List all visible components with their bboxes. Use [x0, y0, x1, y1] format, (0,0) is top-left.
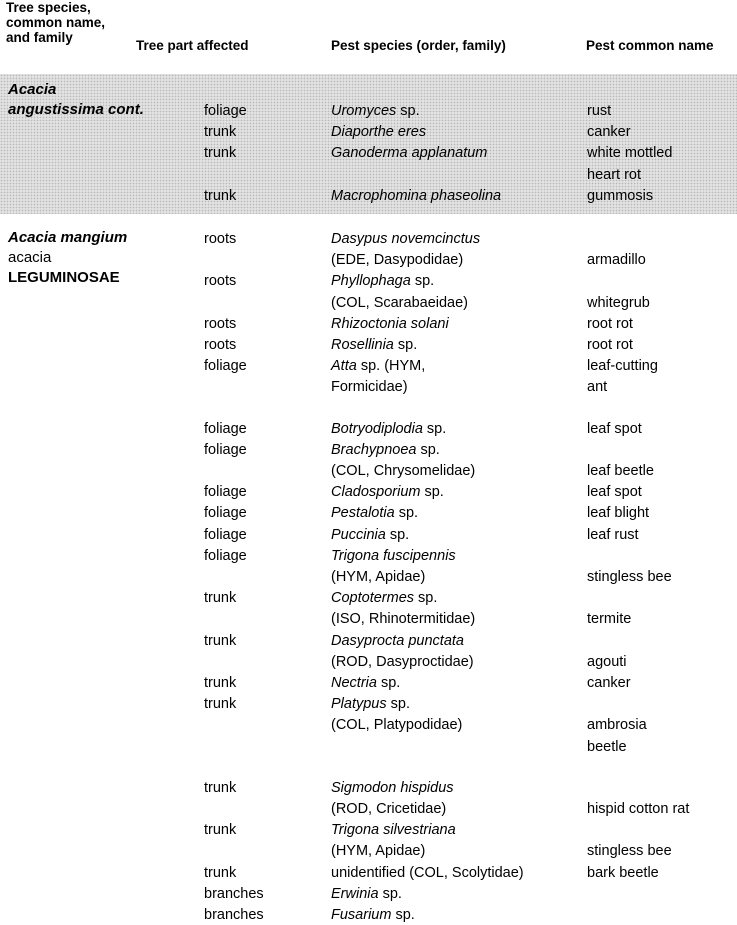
pest-species-detail: sp. — [410, 273, 435, 290]
pest-species-cell — [331, 778, 454, 798]
tree-part-cell: trunk — [204, 124, 237, 141]
pest-species-cell — [331, 546, 456, 566]
pest-species-detail: (COL, Scarabaeidae) — [331, 294, 469, 311]
pest-species-detail: sp. — [396, 103, 420, 119]
pest-species-cell — [331, 567, 425, 587]
pest-species-detail: (EDE, Dasypodidae) — [331, 252, 464, 269]
pest-species-name: Nectria — [331, 675, 377, 691]
pest-species-detail: sp. — [376, 675, 401, 691]
pest-common-name-cell: hispid cotton rat — [587, 801, 690, 817]
pest-species-detail: sp. — [414, 590, 438, 607]
pest-species-cell — [331, 525, 409, 545]
tree-species-name: Acacia mangium — [8, 229, 128, 246]
header-tree-line: and family — [6, 30, 73, 45]
pest-species-cell — [331, 841, 425, 861]
pest-common-name-cell: whitegrub — [587, 294, 650, 311]
pest-species-cell — [331, 673, 400, 693]
pest-species-name: Rhizoctonia solani — [331, 315, 449, 332]
pest-species-cell — [331, 863, 524, 883]
tree-part-cell: roots — [204, 315, 237, 332]
tree-part-cell: roots — [204, 337, 237, 353]
tree-part-cell: roots — [204, 273, 237, 290]
tree-common-name: acacia — [8, 249, 52, 266]
pest-species-cell — [331, 884, 402, 904]
pest-species-detail: sp. — [386, 696, 410, 713]
tree-species-name: angustissima cont. — [8, 101, 144, 118]
pest-species-name: Fusarium — [331, 907, 392, 923]
pest-species-name: Coptotermes — [331, 590, 415, 607]
pest-species-name: Dasyprocta punctata — [331, 632, 464, 649]
pest-species-cell — [331, 440, 440, 460]
header-common: Pest common name — [586, 38, 714, 53]
pest-species-cell — [331, 715, 462, 735]
tree-part-cell: foliage — [204, 484, 247, 501]
tree-species-shaded — [8, 80, 144, 120]
tree-family: LEGUMINOSAE — [8, 269, 120, 286]
pest-common-name-cell: ambrosia — [587, 717, 647, 734]
header-tree-line: Tree species, — [6, 0, 91, 15]
pest-species-detail: (ROD, Dasyproctidae) — [331, 653, 474, 670]
pest-common-name-cell: root rot — [587, 337, 633, 353]
pest-species-name: Ganoderma applanatum — [331, 145, 488, 162]
pest-species-cell — [331, 250, 463, 270]
pest-species-name: Macrophomina phaseolina — [331, 187, 502, 204]
pest-species-detail: sp. — [422, 420, 447, 437]
pest-species-name: Uromyces — [331, 103, 397, 119]
pest-species-cell — [331, 419, 446, 439]
header-pest: Pest species (order, family) — [331, 38, 506, 53]
pest-species-name: Sigmodon hispidus — [331, 779, 454, 796]
pest-species-detail: (HYM, Apidae) — [331, 843, 426, 860]
pest-species-cell — [331, 503, 418, 523]
pest-species-detail: sp. — [393, 337, 418, 353]
pest-species-detail: sp. — [385, 526, 410, 543]
tree-part-cell: trunk — [204, 145, 237, 162]
header-part: Tree part affected — [136, 38, 249, 53]
tree-part-cell: foliage — [204, 441, 247, 458]
pest-species-cell — [331, 122, 426, 142]
pest-common-name-cell: termite — [587, 611, 632, 628]
pest-common-name-cell: leaf blight — [587, 505, 650, 522]
pest-common-name-cell: ant — [587, 379, 608, 396]
pest-species-name: Brachypnoea — [331, 441, 417, 458]
pest-species-cell — [331, 652, 474, 672]
pest-species-cell — [331, 314, 449, 334]
pest-species-cell — [331, 820, 456, 840]
pest-species-name: Trigona fuscipennis — [331, 547, 456, 564]
pest-species-name: Cladosporium — [331, 484, 421, 501]
tree-part-cell: branches — [204, 907, 264, 923]
pest-common-name-cell: leaf spot — [587, 484, 642, 501]
pest-species-cell — [331, 588, 437, 608]
header-tree — [6, 0, 105, 45]
tree-part-cell: foliage — [204, 526, 247, 543]
pest-common-name-cell: white mottled — [587, 145, 673, 162]
pest-species-cell — [331, 482, 444, 502]
pest-species-cell — [331, 293, 468, 313]
pest-species-detail: (ROD, Cricetidae) — [331, 801, 447, 817]
pest-species-name: Pestalotia — [331, 505, 395, 522]
pest-species-cell — [331, 335, 417, 355]
pest-species-name: Dasypus novemcinctus — [331, 231, 481, 247]
pest-species-cell — [331, 377, 408, 397]
pest-common-name-cell: canker — [587, 675, 631, 691]
pest-species-name: Trigona silvestriana — [331, 822, 456, 839]
pest-common-name-cell: leaf beetle — [587, 463, 654, 479]
pest-common-name-cell: leaf rust — [587, 526, 639, 543]
pest-species-cell — [331, 609, 475, 629]
pest-common-name-cell: armadillo — [587, 252, 646, 269]
tree-part-cell: roots — [204, 231, 237, 247]
pest-species-cell — [331, 143, 487, 163]
pest-species-cell — [331, 101, 420, 121]
pest-common-name-cell: heart rot — [587, 166, 641, 183]
tree-species-name: Acacia — [8, 81, 57, 98]
tree-part-cell: trunk — [204, 632, 237, 649]
pest-species-cell — [331, 905, 415, 925]
tree-part-cell: trunk — [204, 675, 237, 691]
pest-common-name-cell: agouti — [587, 653, 627, 670]
pest-species-name: Botryodiplodia — [331, 420, 423, 437]
pest-species-detail: (HYM, Apidae) — [331, 569, 426, 585]
pest-species-detail: sp. — [394, 505, 419, 522]
pest-species-detail: (ISO, Rhinotermitidae) — [331, 611, 476, 628]
pest-species-detail: unidentified (COL, Scolytidae) — [331, 864, 524, 881]
pest-common-name-cell: rust — [587, 103, 612, 119]
pest-species-cell — [331, 271, 434, 291]
pest-species-cell — [331, 694, 410, 714]
tree-part-cell: foliage — [204, 505, 247, 522]
pest-species-name: Atta — [331, 358, 357, 375]
pest-species-name: Rosellinia — [331, 337, 394, 353]
pest-species-name: Erwinia — [331, 885, 379, 902]
pest-common-name-cell: root rot — [587, 315, 633, 332]
pest-species-cell — [331, 799, 446, 819]
tree-part-cell: trunk — [204, 187, 237, 204]
tree-part-cell: branches — [204, 885, 264, 902]
pest-species-name: Platypus — [331, 696, 387, 713]
pest-species-detail: sp. (HYM, — [356, 358, 426, 375]
pest-common-name-cell: leaf-cutting — [587, 358, 658, 375]
tree-species-main — [8, 228, 127, 288]
pest-species-detail: (COL, Platypodidae) — [331, 717, 463, 734]
pest-common-name-cell: gummosis — [587, 187, 654, 204]
pest-species-name: Phyllophaga — [331, 273, 411, 290]
pest-species-cell — [331, 461, 475, 481]
tree-part-cell: trunk — [204, 864, 237, 881]
pest-common-name-cell: stingless bee — [587, 569, 672, 585]
pest-common-name-cell: canker — [587, 124, 631, 141]
pest-species-detail: sp. — [416, 441, 440, 458]
tree-part-cell: trunk — [204, 696, 237, 713]
pest-common-name-cell: leaf spot — [587, 420, 642, 437]
tree-part-cell: trunk — [204, 822, 237, 839]
pest-species-cell — [331, 229, 480, 249]
pest-species-detail: sp. — [391, 907, 415, 923]
tree-part-cell: trunk — [204, 779, 237, 796]
pest-species-cell — [331, 631, 464, 651]
tree-part-cell: foliage — [204, 358, 247, 375]
tree-part-cell: foliage — [204, 103, 247, 119]
pest-species-name: Diaporthe eres — [331, 124, 427, 141]
pest-species-cell — [331, 186, 501, 206]
pest-species-name: Puccinia — [331, 526, 386, 543]
pest-common-name-cell: beetle — [587, 738, 627, 755]
tree-part-cell: foliage — [204, 547, 247, 564]
pest-common-name-cell: bark beetle — [587, 864, 659, 881]
tree-part-cell: trunk — [204, 590, 237, 607]
header-tree-line: common name, — [6, 15, 106, 30]
pest-species-detail: Formicidae) — [331, 379, 408, 396]
pest-species-detail: (COL, Chrysomelidae) — [331, 463, 476, 479]
pest-species-cell — [331, 356, 425, 376]
tree-part-cell: foliage — [204, 420, 247, 437]
pest-species-detail: sp. — [378, 885, 402, 902]
pest-common-name-cell: stingless bee — [587, 843, 672, 860]
pest-species-detail: sp. — [420, 484, 444, 501]
